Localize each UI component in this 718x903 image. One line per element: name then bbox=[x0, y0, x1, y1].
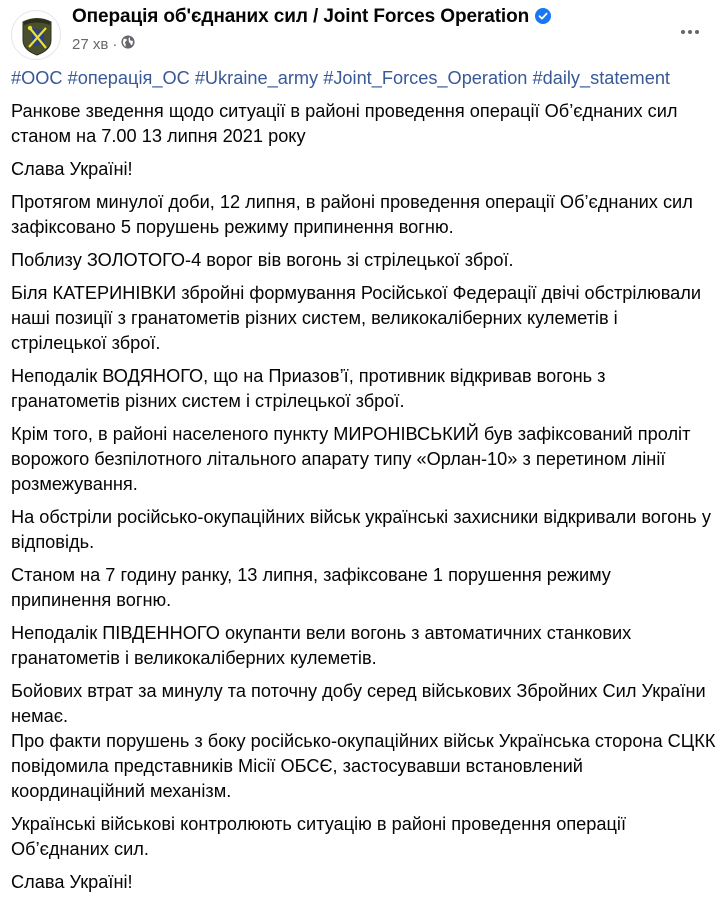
post-meta bbox=[72, 35, 135, 53]
post-paragraph: Бойових втрат за минулу та поточну добу серед військових Збройних Сил України немає. bbox=[11, 681, 706, 726]
post-paragraph: Поблизу ЗОЛОТОГО-4 ворог вів вогонь зі стрілецької зброї. bbox=[11, 250, 514, 270]
hashtag-link[interactable]: #daily_statement bbox=[532, 68, 670, 88]
hashtag-link[interactable]: #Joint_Forces_Operation bbox=[323, 68, 528, 88]
hashtag-link[interactable]: #Ukraine_army bbox=[194, 68, 319, 88]
globe-icon[interactable] bbox=[121, 35, 135, 53]
post-paragraph: Неподалік ПІВДЕННОГО окупанти вели вогонь з автоматичних станкових гранатометів і великокаліберних кулеметів. bbox=[11, 623, 632, 668]
post-paragraph: На обстріли російсько-окупаційних військ українські захисники відкривали вогонь у відповідь. bbox=[11, 507, 711, 552]
post-paragraph: Біля КАТЕРИНІВКИ збройні формування Російської Федерації двічі обстрілювали наші позиції з гранатометів різних систем, великокаліберних кулеметів і стрілецької зброї. bbox=[11, 283, 702, 353]
more-options-icon bbox=[681, 30, 685, 34]
post-paragraph: Крім того, в районі населеного пункту МИРОНІВСЬКИЙ був зафіксований проліт ворожого безпілотного літального апарату типу «Орлан-10» з перетином лінії розмежування. bbox=[11, 424, 691, 494]
post-paragraph: Слава Україні! bbox=[11, 159, 133, 179]
post-paragraph: Українські військові контролюють ситуацію в районі проведення операції Об’єднаних сил. bbox=[11, 814, 627, 859]
page-name[interactable]: Операція об'єднаних сил / Joint Forces Operation bbox=[72, 6, 530, 27]
page-name-link[interactable] bbox=[72, 6, 551, 30]
post-paragraph: Про факти порушень з боку російсько-окупаційних військ Українська сторона СЦКК повідомила представників Місії ОБСЄ, застосувавши встановлений координаційний механізм. bbox=[11, 731, 716, 801]
post-header bbox=[0, 0, 718, 64]
post-paragraph: Неподалік ВОДЯНОГО, що на Приазов’ї, противник відкривав вогонь з гранатометів різних систем і стрілецької зброї. bbox=[11, 366, 606, 411]
post-paragraph: Протягом минулої доби, 12 липня, в районі проведення операції Об’єднаних сил зафіксовано 5 порушень режиму припинення вогню. bbox=[11, 192, 693, 237]
post-paragraph: Слава Україні! bbox=[11, 872, 133, 892]
hashtag-link[interactable]: #операція_ОС bbox=[67, 68, 190, 88]
verified-badge-icon bbox=[535, 8, 551, 30]
more-dot bbox=[688, 30, 692, 34]
jfo-emblem-icon bbox=[21, 16, 53, 56]
page-avatar[interactable] bbox=[11, 10, 61, 60]
hashtag-link[interactable]: #ООС bbox=[11, 68, 63, 88]
post-paragraph: Станом на 7 годину ранку, 13 липня, зафіксоване 1 порушення режиму припинення вогню. bbox=[11, 565, 611, 610]
meta-separator: · bbox=[112, 35, 118, 53]
more-dot bbox=[695, 30, 699, 34]
more-options-button[interactable] bbox=[676, 24, 704, 40]
post-paragraph: Ранкове зведення щодо ситуації в районі проведення операції Об’єднаних сил станом на 7.00 13 липня 2021 року bbox=[11, 101, 678, 146]
hashtag-list bbox=[11, 66, 716, 91]
post-body bbox=[11, 66, 716, 903]
post-timestamp[interactable]: 27 хв bbox=[72, 35, 109, 53]
